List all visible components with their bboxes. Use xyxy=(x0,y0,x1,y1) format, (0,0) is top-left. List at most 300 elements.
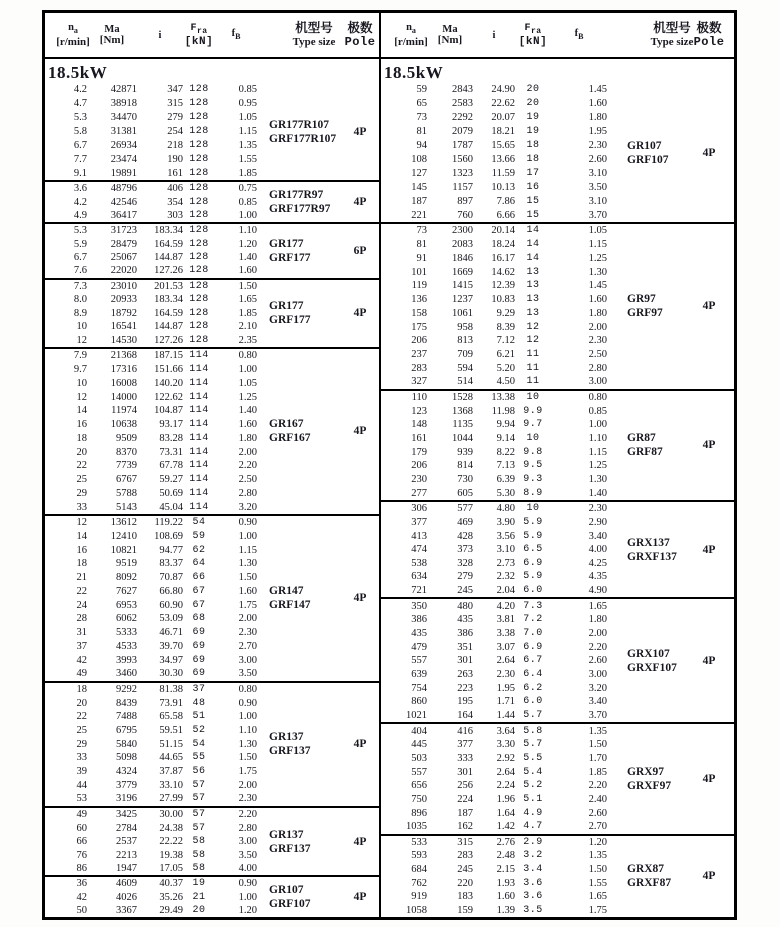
cell-ma: 4324 xyxy=(116,766,137,778)
cell-na: 21 xyxy=(76,572,87,584)
cell-i: 1.60 xyxy=(496,891,515,903)
cell-i: 40.37 xyxy=(159,878,183,890)
cell-f: 54 xyxy=(192,738,206,750)
cell-ma: 223 xyxy=(457,682,473,694)
table-row xyxy=(395,279,734,293)
cell-i: 164.59 xyxy=(154,307,183,319)
cell-f: 8.9 xyxy=(523,487,543,499)
cell-ma: 19891 xyxy=(110,167,137,179)
cell-na: 148 xyxy=(411,419,427,431)
cell-f: 7.3 xyxy=(523,600,543,612)
cell-ma: 3460 xyxy=(116,668,137,680)
cell-fb: 2.30 xyxy=(238,793,257,805)
cell-fb: 1.45 xyxy=(588,280,607,292)
model-group xyxy=(45,278,379,348)
cell-f: 66 xyxy=(192,572,206,584)
cell-i: 2.92 xyxy=(496,753,515,765)
cell-ma: 7627 xyxy=(116,585,137,597)
cell-i: 2.64 xyxy=(496,766,515,778)
table-row xyxy=(59,445,379,459)
pole-label: 6P xyxy=(353,244,367,257)
type-size-label xyxy=(627,83,669,222)
type-size-line: GR167 xyxy=(269,418,304,431)
cell-ma: 6062 xyxy=(116,613,137,625)
cell-na: 4.9 xyxy=(73,209,87,221)
table-row xyxy=(59,904,379,917)
table-row xyxy=(59,500,379,514)
cell-f: 128 xyxy=(189,294,209,306)
cell-na: 44 xyxy=(76,779,87,791)
cell-na: 306 xyxy=(411,503,427,515)
cell-f: 58 xyxy=(192,836,206,848)
table-row xyxy=(59,792,379,806)
cell-i: 20.14 xyxy=(491,225,515,237)
cell-fb: 1.60 xyxy=(238,585,257,597)
type-size-line: GRX87 xyxy=(627,863,665,876)
type-size-line: GR107 xyxy=(627,139,662,152)
type-size-line: GR147 xyxy=(269,585,304,598)
table-row xyxy=(395,238,734,252)
cell-ma: 1237 xyxy=(452,294,473,306)
table-row xyxy=(395,681,734,695)
cell-i: 2.32 xyxy=(496,571,515,583)
cell-i: 254 xyxy=(167,126,183,138)
cell-ma: 897 xyxy=(457,195,473,207)
cell-fb: 4.00 xyxy=(238,863,257,875)
cell-i: 218 xyxy=(167,140,183,152)
cell-fb: 1.50 xyxy=(588,739,607,751)
column-header-i xyxy=(137,30,183,41)
cell-na: 3.6 xyxy=(73,183,87,195)
cell-f: 5.7 xyxy=(523,709,543,721)
cell-i: 161 xyxy=(167,167,183,179)
cell-ma: 6953 xyxy=(116,599,137,611)
table-row xyxy=(59,891,379,904)
cell-ma: 195 xyxy=(457,696,473,708)
cell-fb: 1.85 xyxy=(238,307,257,319)
cell-i: 4.80 xyxy=(496,503,515,515)
cell-fb: 1.00 xyxy=(238,364,257,376)
cell-na: 7.7 xyxy=(73,153,87,165)
cell-na: 5.3 xyxy=(73,112,87,124)
cell-i: 303 xyxy=(167,209,183,221)
cell-ma: 386 xyxy=(457,627,473,639)
cell-ma: 3425 xyxy=(116,809,137,821)
group-rows xyxy=(45,280,379,348)
cell-fb: 1.95 xyxy=(588,126,607,138)
cell-na: 634 xyxy=(411,571,427,583)
cell-na: 8.9 xyxy=(73,307,87,319)
cell-ma: 8092 xyxy=(116,572,137,584)
table-row xyxy=(59,862,379,876)
cell-na: 474 xyxy=(411,544,427,556)
cell-fb: 1.00 xyxy=(238,530,257,542)
cell-ma: 5143 xyxy=(116,501,137,513)
cell-fb: 0.95 xyxy=(238,98,257,110)
cell-fb: 2.30 xyxy=(238,627,257,639)
pole-label: 4P xyxy=(702,300,716,313)
cell-na: 29 xyxy=(76,738,87,750)
cell-fb: 2.80 xyxy=(238,487,257,499)
cell-i: 1.42 xyxy=(496,821,515,833)
column-header-na xyxy=(395,22,427,47)
cell-f: 12 xyxy=(526,321,540,333)
cell-f: 128 xyxy=(189,140,209,152)
cell-i: 16.17 xyxy=(491,252,515,264)
cell-f: 19 xyxy=(526,126,540,138)
cell-ma: 14000 xyxy=(110,391,137,403)
table-row xyxy=(395,391,734,405)
model-group xyxy=(381,722,734,833)
table-row xyxy=(395,375,734,389)
cell-i: 1.64 xyxy=(496,807,515,819)
cell-ma: 1787 xyxy=(452,140,473,152)
cell-na: 66 xyxy=(76,836,87,848)
cell-f: 6.5 xyxy=(523,544,543,556)
table-row xyxy=(395,849,734,863)
cell-f: 128 xyxy=(189,84,209,96)
cell-fb: 1.00 xyxy=(238,209,257,221)
cell-ma: 2213 xyxy=(116,849,137,861)
table-row xyxy=(395,166,734,180)
table-row xyxy=(59,307,379,321)
cell-fb: 1.45 xyxy=(588,84,607,96)
cell-fb: 1.50 xyxy=(238,280,257,292)
cell-ma: 18792 xyxy=(110,307,137,319)
cell-f: 69 xyxy=(192,668,206,680)
cell-fb: 2.50 xyxy=(238,474,257,486)
cell-i: 1.39 xyxy=(496,904,515,916)
cell-na: 639 xyxy=(411,668,427,680)
cell-na: 123 xyxy=(411,405,427,417)
cell-fb: 1.35 xyxy=(588,850,607,862)
cell-na: 42 xyxy=(76,891,87,903)
cell-fb: 1.25 xyxy=(588,460,607,472)
cell-fb: 2.30 xyxy=(588,503,607,515)
cell-f: 11 xyxy=(526,348,540,360)
cell-i: 39.70 xyxy=(159,640,183,652)
cell-na: 187 xyxy=(411,195,427,207)
cell-fb: 2.30 xyxy=(588,335,607,347)
cell-ma: 8439 xyxy=(116,697,137,709)
cell-na: 110 xyxy=(411,392,427,404)
cell-na: 503 xyxy=(411,753,427,765)
cell-fb: 4.00 xyxy=(588,544,607,556)
column-header-symbol: $n_a$ xyxy=(68,22,78,36)
type-size-label xyxy=(269,683,311,806)
cell-na: 538 xyxy=(411,557,427,569)
cell-ma: 1947 xyxy=(116,863,137,875)
cell-fb: 2.70 xyxy=(238,640,257,652)
cell-na: 50 xyxy=(76,904,87,916)
group-rows xyxy=(45,877,379,917)
table-row xyxy=(395,543,734,557)
cell-na: 179 xyxy=(411,446,427,458)
cell-na: 4.2 xyxy=(73,196,87,208)
type-size-line: GR177R107 xyxy=(269,118,330,131)
cell-f: 9.5 xyxy=(523,460,543,472)
cell-ma: 6795 xyxy=(116,725,137,737)
model-group xyxy=(45,514,379,681)
cell-ma: 245 xyxy=(457,863,473,875)
cell-i: 3.30 xyxy=(496,739,515,751)
table-row xyxy=(395,404,734,418)
cell-na: 28 xyxy=(76,613,87,625)
cell-fb: 1.80 xyxy=(588,307,607,319)
cell-i: 37.87 xyxy=(159,766,183,778)
cell-fb: 1.85 xyxy=(238,167,257,179)
cell-f: 57 xyxy=(192,779,206,791)
type-size-label xyxy=(627,391,663,500)
cell-na: 136 xyxy=(411,294,427,306)
cell-na: 7.6 xyxy=(73,265,87,277)
cell-fb: 0.75 xyxy=(238,183,257,195)
cell-f: 128 xyxy=(189,167,209,179)
group-list xyxy=(381,83,734,917)
cell-na: 127 xyxy=(411,167,427,179)
cell-ma: 9509 xyxy=(116,432,137,444)
table-row xyxy=(395,153,734,167)
table-row xyxy=(395,779,734,793)
cell-f: 14 xyxy=(526,252,540,264)
pole-label: 4P xyxy=(702,439,716,452)
cell-na: 435 xyxy=(411,627,427,639)
table-row xyxy=(395,793,734,807)
cell-fb: 1.80 xyxy=(238,432,257,444)
cell-ma: 377 xyxy=(457,739,473,751)
cell-i: 51.15 xyxy=(159,738,183,750)
cell-i: 108.69 xyxy=(154,530,183,542)
cell-ma: 5333 xyxy=(116,627,137,639)
cell-i: 1.44 xyxy=(496,709,515,721)
cell-f: 6.7 xyxy=(523,655,543,667)
cell-i: 1.93 xyxy=(496,877,515,889)
cell-f: 3.6 xyxy=(523,891,543,903)
cell-na: 350 xyxy=(411,600,427,612)
cell-ma: 12410 xyxy=(110,530,137,542)
cell-f: 64 xyxy=(192,558,206,570)
cell-na: 20 xyxy=(76,697,87,709)
cell-na: 5.3 xyxy=(73,225,87,237)
table-row xyxy=(59,320,379,334)
cell-ma: 7739 xyxy=(116,460,137,472)
cell-i: 3.38 xyxy=(496,627,515,639)
cell-ma: 34470 xyxy=(110,112,137,124)
type-size-line: GRF137 xyxy=(269,842,311,855)
table-row xyxy=(59,848,379,862)
cell-f: 10 xyxy=(526,433,540,445)
cell-f: 67 xyxy=(192,585,206,597)
table-row xyxy=(59,224,379,237)
cell-f: 9.8 xyxy=(523,446,543,458)
cell-na: 404 xyxy=(411,725,427,737)
column-header-symbol: Ma xyxy=(442,24,458,35)
table-row xyxy=(395,556,734,570)
table-row xyxy=(395,208,734,222)
cell-fb: 2.35 xyxy=(238,334,257,346)
table-row xyxy=(395,903,734,917)
cell-ma: 22020 xyxy=(110,265,137,277)
cell-na: 896 xyxy=(411,807,427,819)
table-row xyxy=(59,280,379,294)
cell-ma: 328 xyxy=(457,557,473,569)
table-row xyxy=(59,293,379,307)
cell-ma: 3196 xyxy=(116,793,137,805)
cell-fb: 3.00 xyxy=(238,654,257,666)
cell-ma: 42871 xyxy=(110,84,137,96)
model-group xyxy=(45,806,379,876)
table-row xyxy=(59,877,379,890)
table-row xyxy=(395,265,734,279)
pole-label: 4P xyxy=(353,425,367,438)
cell-i: 12.39 xyxy=(491,280,515,292)
cell-fb: 2.00 xyxy=(238,446,257,458)
type-size-line: GR137 xyxy=(269,731,304,744)
cell-fb: 2.60 xyxy=(588,153,607,165)
column-header-fb xyxy=(215,28,257,42)
column-header-f xyxy=(515,23,551,48)
cell-f: 6.4 xyxy=(523,668,543,680)
pole-label: 4P xyxy=(353,307,367,320)
pole-label: 4P xyxy=(702,543,716,556)
table-row xyxy=(59,363,379,377)
table-row xyxy=(395,83,734,97)
cell-fb: 2.20 xyxy=(588,641,607,653)
cell-ma: 183 xyxy=(457,891,473,903)
type-size-line: GRXF87 xyxy=(627,877,672,890)
cell-fb: 1.40 xyxy=(238,252,257,263)
cell-i: 104.87 xyxy=(154,405,183,417)
cell-i: 45.04 xyxy=(159,501,183,513)
table-row xyxy=(59,598,379,612)
type-size-line: GR107 xyxy=(269,884,304,897)
type-size-line: GRF167 xyxy=(269,432,311,445)
cell-ma: 469 xyxy=(457,516,473,528)
cell-i: 18.24 xyxy=(491,239,515,251)
cell-i: 10.13 xyxy=(491,181,515,193)
cell-fb: 1.35 xyxy=(588,725,607,737)
cell-f: 20 xyxy=(526,98,540,110)
cell-ma: 2300 xyxy=(452,225,473,237)
pole-label: 4P xyxy=(353,891,367,904)
cell-i: 60.90 xyxy=(159,599,183,611)
table-row xyxy=(395,695,734,709)
cell-f: 14 xyxy=(526,225,540,237)
cell-f: 6.0 xyxy=(523,696,543,708)
cell-f: 7.0 xyxy=(523,627,543,639)
cell-na: 16 xyxy=(76,419,87,431)
cell-f: 5.1 xyxy=(523,793,543,805)
table-row xyxy=(395,584,734,598)
cell-na: 36 xyxy=(76,878,87,890)
cell-f: 57 xyxy=(192,809,206,821)
type-size-line: GRF177 xyxy=(269,314,311,327)
cell-na: 22 xyxy=(76,711,87,723)
cell-na: 593 xyxy=(411,850,427,862)
cell-f: 9.3 xyxy=(523,474,543,486)
group-rows xyxy=(45,683,379,806)
cell-fb: 1.15 xyxy=(238,126,257,138)
table-row xyxy=(395,180,734,194)
table-row xyxy=(59,667,379,681)
cell-ma: 25067 xyxy=(110,252,137,263)
cell-fb: 1.00 xyxy=(238,891,257,903)
cell-na: 33 xyxy=(76,752,87,764)
cell-ma: 301 xyxy=(457,655,473,667)
cell-fb: 2.20 xyxy=(588,780,607,792)
cell-f: 12 xyxy=(526,335,540,347)
type-size-label xyxy=(627,224,663,389)
cell-ma: 760 xyxy=(457,209,473,221)
cell-fb: 1.35 xyxy=(238,140,257,152)
cell-i: 2.15 xyxy=(496,863,515,875)
cell-f: 128 xyxy=(189,265,209,277)
cell-fb: 1.85 xyxy=(588,766,607,778)
type-size-line: GR177 xyxy=(269,237,304,250)
table-row xyxy=(395,111,734,125)
cell-fb: 3.00 xyxy=(238,836,257,848)
cell-i: 1.95 xyxy=(496,682,515,694)
cell-ma: 730 xyxy=(457,474,473,486)
gear-spec-table xyxy=(42,10,737,920)
model-group xyxy=(381,500,734,597)
cell-f: 5.9 xyxy=(523,530,543,542)
table-half-left xyxy=(45,13,381,917)
cell-f: 69 xyxy=(192,640,206,652)
cell-fb: 0.80 xyxy=(238,350,257,362)
cell-f: 114 xyxy=(189,377,209,389)
cell-na: 145 xyxy=(411,181,427,193)
type-size-line: GRF87 xyxy=(627,446,663,459)
cell-i: 22.62 xyxy=(491,98,515,110)
cell-f: 56 xyxy=(192,766,206,778)
cell-i: 127.26 xyxy=(154,265,183,277)
table-row xyxy=(59,530,379,544)
cell-f: 11 xyxy=(526,376,540,388)
table-row xyxy=(395,529,734,543)
cell-ma: 333 xyxy=(457,753,473,765)
cell-fb: 2.90 xyxy=(588,516,607,528)
cell-fb: 3.50 xyxy=(588,181,607,193)
cell-ma: 5098 xyxy=(116,752,137,764)
cell-na: 119 xyxy=(411,280,427,292)
column-header-unit: Pole xyxy=(344,35,376,49)
cell-fb: 1.30 xyxy=(588,474,607,486)
cell-fb: 2.00 xyxy=(238,613,257,625)
cell-i: 59.27 xyxy=(159,474,183,486)
cell-na: 413 xyxy=(411,530,427,542)
cell-na: 39 xyxy=(76,766,87,778)
cell-f: 128 xyxy=(189,183,209,195)
cell-i: 2.04 xyxy=(496,584,515,596)
cell-ma: 2292 xyxy=(452,112,473,124)
group-rows xyxy=(45,516,379,681)
pole-label: 4P xyxy=(353,196,367,209)
pole-label: 4P xyxy=(353,835,367,848)
cell-ma: 279 xyxy=(457,571,473,583)
cell-i: 13.66 xyxy=(491,153,515,165)
cell-fb: 1.30 xyxy=(238,738,257,750)
table-row xyxy=(395,820,734,834)
type-size-label xyxy=(269,224,311,278)
cell-na: 8.0 xyxy=(73,294,87,306)
cell-ma: 577 xyxy=(457,503,473,515)
cell-i: 70.87 xyxy=(159,572,183,584)
model-group xyxy=(45,180,379,222)
cell-na: 4.2 xyxy=(73,84,87,96)
cell-f: 59 xyxy=(192,530,206,542)
cell-i: 3.07 xyxy=(496,641,515,653)
